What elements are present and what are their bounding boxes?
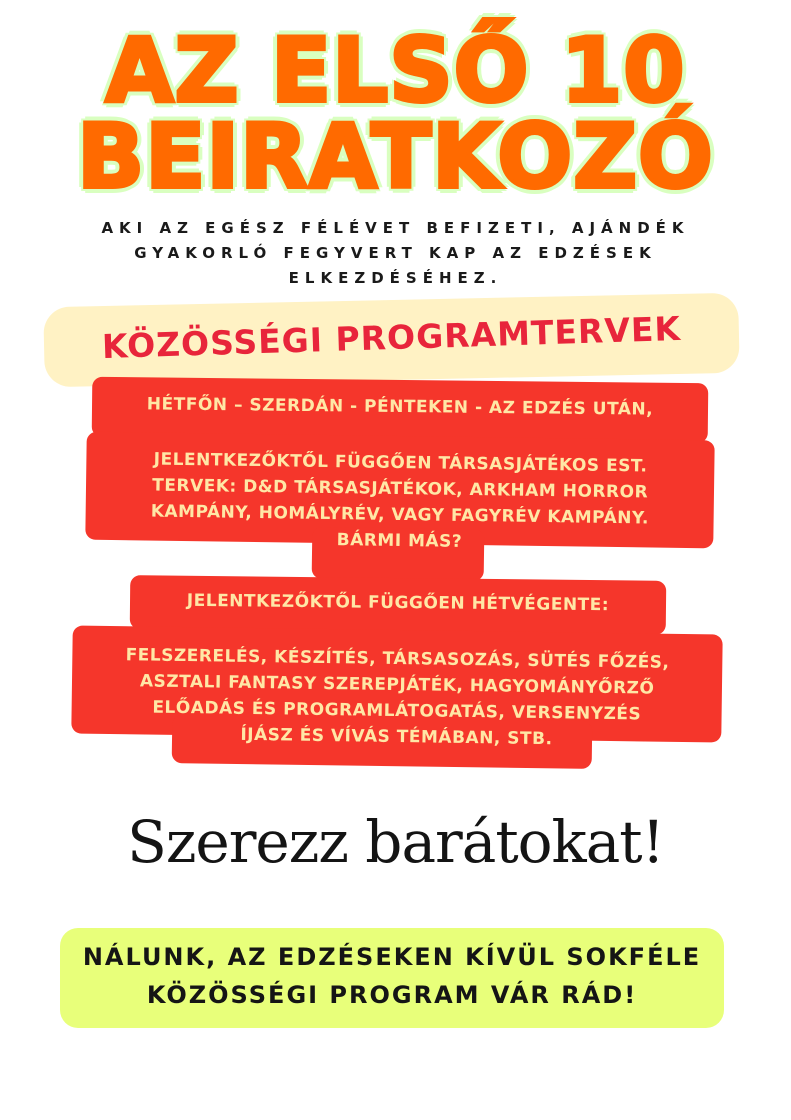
bottom-callout-text	[60, 938, 724, 1014]
bottom-line-2: KÖZÖSSÉGI PROGRAM VÁR RÁD!	[146, 981, 638, 1009]
headline	[0, 19, 791, 208]
bottom-line-1: NÁLUNK, AZ EDZÉSEKEN KÍVÜL SOKFÉLE	[82, 943, 702, 971]
subtitle-line-1: AKI AZ EGÉSZ FÉLÉVET BEFIZETI, AJÁNDÉK	[101, 219, 690, 237]
weekend-line-1: FELSZERELÉS, KÉSZÍTÉS, TÁRSASOZÁS, SÜTÉS FŐZÉS,	[125, 645, 670, 673]
weekday-lines	[85, 446, 714, 559]
weekday-line-4: BÁRMI MÁS?	[336, 530, 463, 552]
weekday-line-2: TERVEK: D&D TÁRSASJÁTÉKOK, ARKHAM HORROR	[152, 475, 649, 503]
weekday-line-1: JELENTKEZŐKTŐL FÜGGŐEN TÁRSASJÁTÉKOS EST.	[153, 449, 648, 477]
headline-line-2: BEIRATKOZÓ	[77, 105, 714, 208]
weekend-intro: JELENTKEZŐKTŐL FÜGGŐEN HÉTVÉGENTE:	[186, 590, 610, 616]
weekday-intro: HÉTFŐN – SZERDÁN - PÉNTEKEN - AZ EDZÉS UTÁN,	[146, 394, 654, 420]
weekend-line-4: ÍJÁSZ ÉS VÍVÁS TÉMÁBAN, STB.	[240, 724, 553, 750]
programs-title: KÖZÖSSÉGI PROGRAMTERVEK	[101, 308, 682, 367]
weekday-line-3: KAMPÁNY, HOMÁLYRÉV, VAGY FAGYRÉV KAMPÁNY.	[150, 501, 649, 529]
subtitle-line-2: GYAKORLÓ FEGYVERT KAP AZ EDZÉSEK	[134, 244, 657, 262]
weekend-lines	[71, 641, 722, 754]
weekend-line-3: ELŐADÁS ÉS PROGRAMLÁTOGATÁS, VERSENYZÉS	[152, 697, 642, 725]
subtitle-line-3: ELKEZDÉSÉHEZ.	[288, 269, 503, 287]
subtitle	[60, 216, 731, 291]
headline-line-1: AZ ELSŐ 10	[105, 19, 686, 122]
tagline: Szerezz barátokat!	[127, 808, 664, 876]
weekend-line-2: ASZTALI FANTASY SZEREPJÁTÉK, HAGYOMÁNYŐRZŐ	[139, 671, 655, 699]
